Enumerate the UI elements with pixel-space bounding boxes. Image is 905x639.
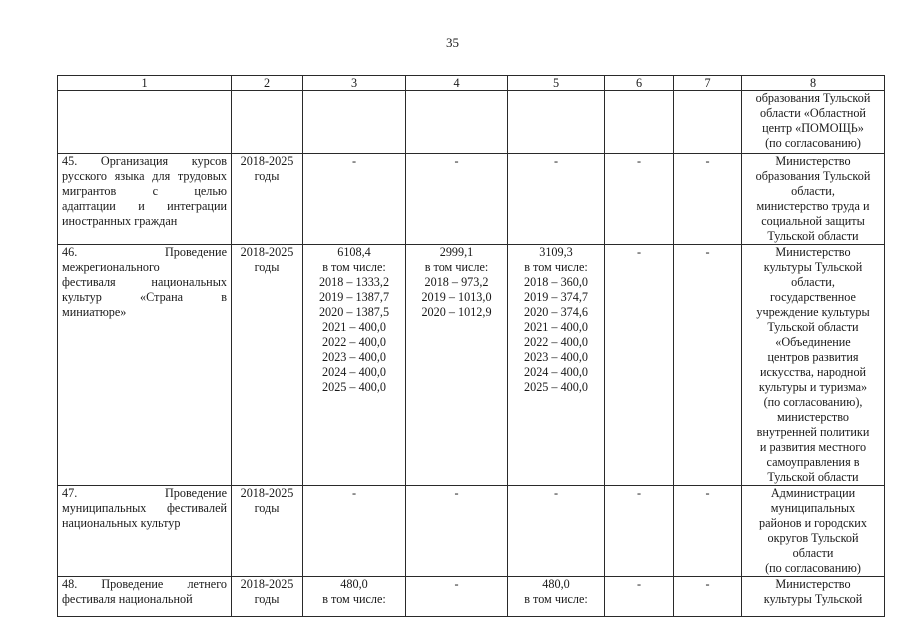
cell-line: муниципальных фестивалей [62, 501, 227, 515]
cell-line: 2019 – 1013,0 [421, 290, 492, 304]
cell-line: 2019 – 1387,7 [318, 290, 390, 304]
table-cell [58, 486, 232, 577]
table-cell [232, 154, 303, 245]
cell-line: 2024 – 400,0 [524, 365, 588, 379]
cell-line: русского языка для трудовых [62, 169, 227, 183]
cell-line: «Объединение [775, 335, 851, 349]
cell-line: и развития местного [759, 440, 867, 454]
cell-line: 2018-2025 [240, 245, 294, 259]
table-cell [406, 91, 508, 154]
cell-line: культуры Тульской [763, 592, 863, 606]
cell-line: 48. Проведение летнего [62, 577, 227, 591]
column-header: 1 [58, 76, 232, 91]
table-row [58, 486, 885, 577]
table-cell [232, 245, 303, 486]
column-header: 4 [406, 76, 508, 91]
table-cell [508, 154, 605, 245]
table-cell [406, 245, 508, 486]
cell-line: 2023 – 400,0 [524, 350, 588, 364]
table-cell [605, 154, 674, 245]
cell-line: области «Областной [760, 106, 866, 120]
cell-line: культур «Страна в [62, 290, 227, 304]
cell-line: (по согласованию) [765, 136, 861, 150]
table-cell [605, 245, 674, 486]
column-header: 3 [303, 76, 406, 91]
table-cell [58, 577, 232, 617]
table-cell [508, 486, 605, 577]
cell-line: - [454, 154, 459, 168]
cell-line: иностранных граждан [62, 214, 178, 228]
cell-line: в том числе: [524, 260, 588, 274]
cell-line: 46. Проведение [62, 245, 227, 259]
table-cell [303, 245, 406, 486]
cell-line: 2021 – 400,0 [322, 320, 386, 334]
cell-line: - [553, 154, 559, 168]
cell-line: - [636, 154, 642, 168]
cell-line: 2020 – 1012,9 [421, 305, 492, 319]
table-cell [406, 154, 508, 245]
column-header: 2 [232, 76, 303, 91]
cell-line: Тульской области [767, 229, 859, 243]
cell-line: межрегионального [62, 260, 160, 274]
cell-line: 2021 – 400,0 [524, 320, 588, 334]
cell-line: национальных культур [62, 516, 181, 530]
cell-line: искусства, народной [759, 365, 867, 379]
cell-line: 45. Организация курсов [62, 154, 227, 168]
cell-line: области [792, 546, 834, 560]
table-cell [58, 245, 232, 486]
cell-line: 2025 – 400,0 [524, 380, 588, 394]
cell-line: Министерство [775, 577, 851, 591]
table-cell [303, 154, 406, 245]
cell-line: в том числе: [424, 260, 489, 274]
cell-line: Администрации [770, 486, 856, 500]
cell-line: - [553, 486, 559, 500]
table-cell [508, 245, 605, 486]
cell-line: в том числе: [322, 260, 386, 274]
cell-line: государственное [770, 290, 856, 304]
table-cell [232, 91, 303, 154]
table-cell [674, 577, 742, 617]
cell-line: в том числе: [524, 592, 588, 606]
column-header: 6 [605, 76, 674, 91]
table-cell [58, 154, 232, 245]
cell-line: 2018-2025 [240, 577, 294, 591]
cell-line: внутренней политики [756, 425, 870, 439]
cell-line: фестиваля национальных [62, 275, 227, 289]
cell-line: районов и городских [759, 516, 867, 530]
cell-line: 2022 – 400,0 [322, 335, 386, 349]
cell-line: миниатюре» [62, 305, 127, 319]
cell-line: 2024 – 400,0 [322, 365, 386, 379]
column-header: 5 [508, 76, 605, 91]
table-cell [508, 91, 605, 154]
table-row [58, 154, 885, 245]
cell-line: образования Тульской [755, 91, 871, 105]
table-cell [406, 577, 508, 617]
cell-line: - [454, 486, 459, 500]
cell-line: мигрантов с целью [62, 184, 227, 198]
cell-line: социальной защиты [761, 214, 865, 228]
cell-line: годы [254, 592, 280, 606]
cell-line: - [705, 486, 710, 500]
cell-line: 2018 – 1333,2 [318, 275, 390, 289]
cell-line: центров развития [767, 350, 859, 364]
cell-line: - [636, 245, 642, 259]
cell-line: годы [254, 260, 280, 274]
cell-line: 2018 – 360,0 [524, 275, 588, 289]
cell-line: 3109,3 [539, 245, 573, 259]
cell-line: 2018-2025 [240, 486, 294, 500]
table-cell [303, 91, 406, 154]
table-cell [742, 486, 885, 577]
table-cell [674, 245, 742, 486]
table-row [58, 91, 885, 154]
table-cell [742, 154, 885, 245]
cell-line: - [351, 154, 357, 168]
cell-line: 2999,1 [439, 245, 474, 259]
cell-line: Тульской области [767, 470, 859, 484]
cell-line: образования Тульской [755, 169, 871, 183]
page-number: 35 [446, 35, 459, 50]
table-row [58, 577, 885, 617]
cell-line: области, [791, 275, 835, 289]
cell-line: 2018 – 973,2 [424, 275, 489, 289]
cell-line: округов Тульской [767, 531, 859, 545]
table-cell [232, 486, 303, 577]
cell-line: 2023 – 400,0 [322, 350, 386, 364]
cell-line: Министерство [775, 154, 851, 168]
cell-line: в том числе: [322, 592, 386, 606]
cell-line: 2019 – 374,7 [524, 290, 588, 304]
cell-line: 6108,4 [337, 245, 371, 259]
cell-line: муниципальных [770, 501, 856, 515]
cell-line: фестиваля национальной [62, 592, 193, 606]
table-cell [406, 486, 508, 577]
cell-line: самоуправления в [766, 455, 860, 469]
cell-line: 2022 – 400,0 [524, 335, 588, 349]
cell-line: 2018-2025 [240, 154, 294, 168]
cell-line: 480,0 [340, 577, 368, 591]
table-cell [605, 91, 674, 154]
header-row [58, 76, 885, 91]
cell-line: годы [254, 501, 280, 515]
cell-line: центр «ПОМОЩЬ» [762, 121, 864, 135]
table-cell [303, 577, 406, 617]
table-cell [232, 577, 303, 617]
table-cell [508, 577, 605, 617]
cell-line: - [454, 577, 459, 591]
table-cell [605, 577, 674, 617]
cell-line: (по согласованию), [763, 395, 863, 409]
cell-line: - [636, 486, 642, 500]
table-cell [742, 577, 885, 617]
cell-line: области, [791, 184, 835, 198]
cell-line: 480,0 [542, 577, 570, 591]
cell-line: 47. Проведение [62, 486, 227, 500]
cell-line: - [636, 577, 642, 591]
cell-line: культуры Тульской [763, 260, 863, 274]
table-cell [303, 486, 406, 577]
cell-line: адаптации и интеграции [62, 199, 227, 213]
table-cell [674, 91, 742, 154]
table-cell [58, 91, 232, 154]
table-cell [674, 154, 742, 245]
cell-line: 2020 – 374,6 [524, 305, 588, 319]
cell-line: Министерство [775, 245, 851, 259]
cell-line: учреждение культуры [756, 305, 870, 319]
cell-line: - [705, 577, 710, 591]
cell-line: - [351, 486, 357, 500]
cell-line: культуры и туризма» [758, 380, 868, 394]
measures-table [57, 75, 885, 617]
cell-line: министерство труда и [756, 199, 870, 213]
cell-line: министерство [776, 410, 850, 424]
column-header: 8 [742, 76, 885, 91]
cell-line: (по согласованию) [765, 561, 861, 575]
cell-line: - [705, 245, 710, 259]
cell-line: 2025 – 400,0 [322, 380, 386, 394]
cell-line: Тульской области [767, 320, 859, 334]
table-row [58, 245, 885, 486]
table-cell [605, 486, 674, 577]
table-cell [742, 91, 885, 154]
cell-line: годы [254, 169, 280, 183]
cell-line: 2020 – 1387,5 [318, 305, 390, 319]
table-cell [674, 486, 742, 577]
cell-line: - [705, 154, 710, 168]
table-cell [742, 245, 885, 486]
column-header: 7 [674, 76, 742, 91]
